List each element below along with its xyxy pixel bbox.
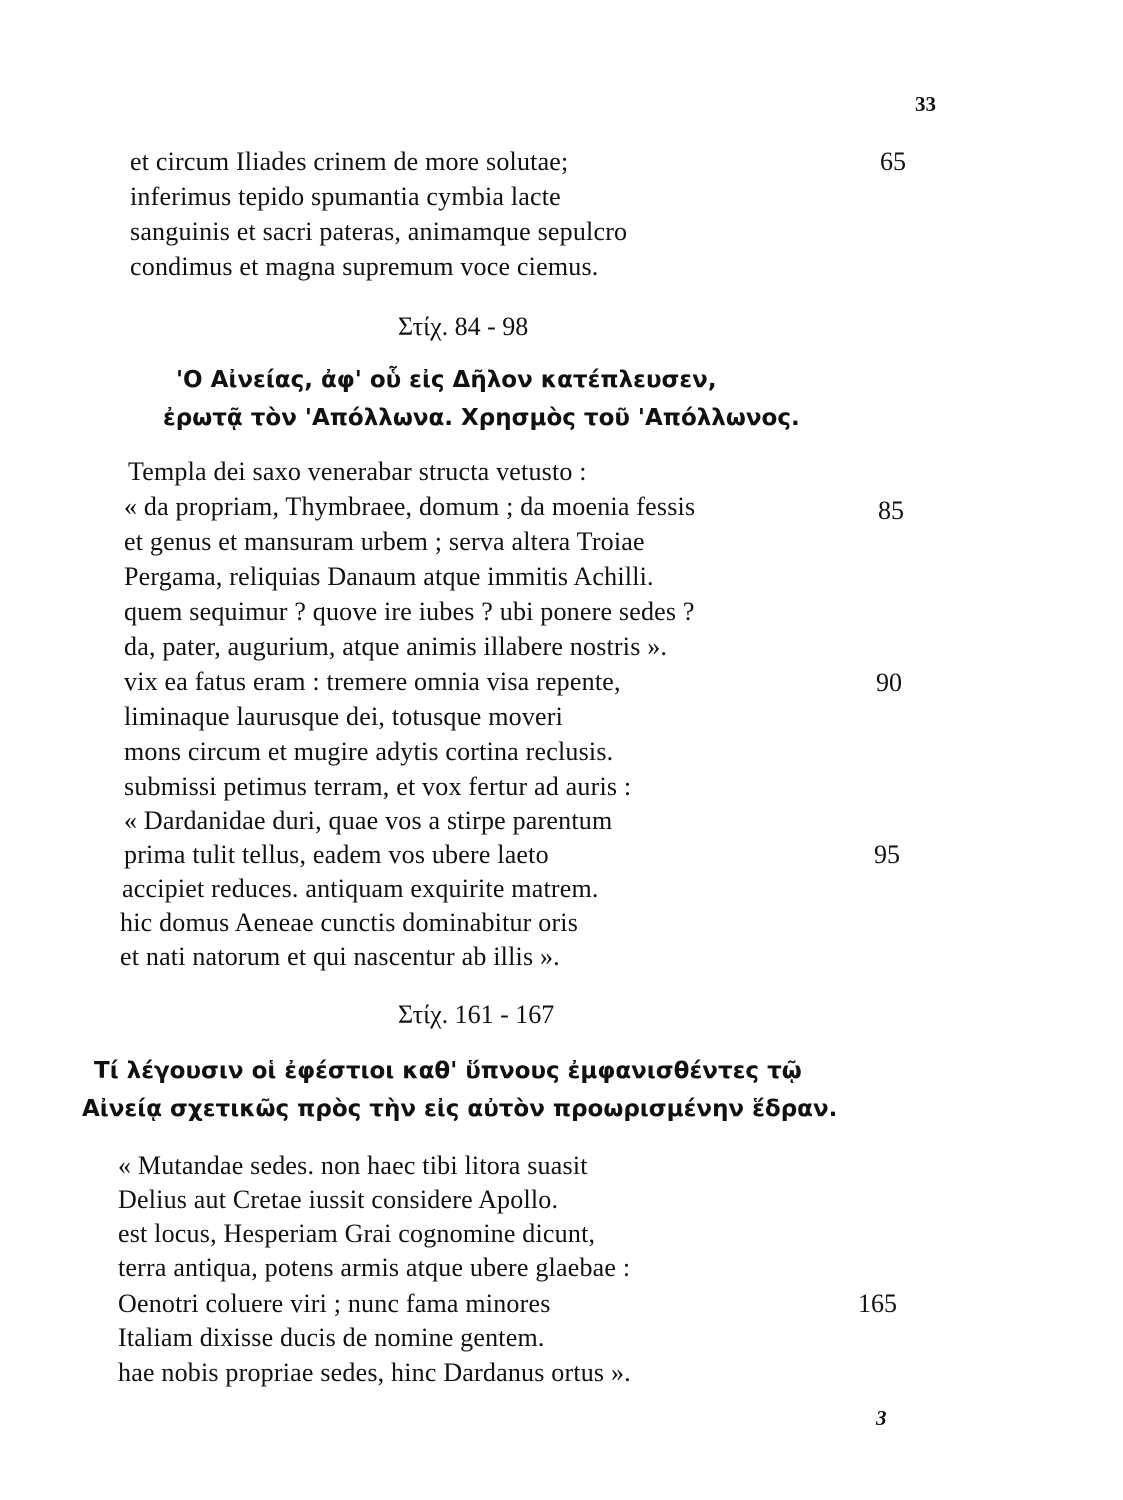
line-number: 90 — [876, 668, 902, 697]
verse-line: terra antiqua, potens armis atque ubere glaebae : — [118, 1253, 631, 1282]
line-number: 95 — [874, 840, 900, 869]
verse-line: da, pater, augurium, atque animis illabere nostris ». — [124, 632, 668, 661]
verse-line: condimus et magna supremum voce ciemus. — [130, 252, 599, 281]
line-number: 65 — [880, 147, 906, 176]
section-heading-line: Τί λέγουσιν οἱ ἐφέστιοι καθ' ὕπνους ἐμφανισθέντες τῷ — [94, 1058, 802, 1084]
verse-line: et nati natorum et qui nascentur ab illis ». — [120, 942, 560, 971]
verse-line: est locus, Hesperiam Grai cognomine dicunt, — [118, 1219, 596, 1248]
verse-line: hae nobis propriae sedes, hinc Dardanus ortus ». — [118, 1358, 631, 1387]
verse-line: « Mutandae sedes. non haec tibi litora suasit — [118, 1151, 588, 1180]
verse-line: Delius aut Cretae iussit considere Apollo. — [118, 1185, 559, 1214]
verse-line: accipiet reduces. antiquam exquirite matrem. — [122, 874, 599, 903]
verse-line: et genus et mansuram urbem ; serva altera Troiae — [124, 527, 645, 556]
verse-line: mons circum et mugire adytis cortina reclusis. — [124, 737, 614, 766]
page-number: 33 — [915, 92, 936, 116]
verse-line: quem sequimur ? quove ire iubes ? ubi ponere sedes ? — [124, 597, 695, 626]
verse-line: Pergama, reliquias Danaum atque immitis Achilli. — [124, 562, 654, 591]
verse-line: et circum Iliades crinem de more solutae; — [130, 147, 569, 176]
verse-line: submissi petimus terram, et vox fertur ad auris : — [124, 772, 632, 801]
verse-line: vix ea fatus eram : tremere omnia visa repente, — [124, 667, 621, 696]
line-number: 165 — [858, 1289, 897, 1318]
verse-line: sanguinis et sacri pateras, animamque sepulcro — [130, 217, 628, 246]
section-reference: Στίχ. 84 - 98 — [398, 312, 529, 341]
verse-line: hic domus Aeneae cunctis dominabitur oris — [120, 908, 579, 937]
section-heading-line: ἐρωτᾷ τὸν 'Απόλλωνα. Χρησμὸς τοῦ 'Απόλλωνος. — [163, 405, 800, 431]
section-heading-line: 'Ο Αἰνείας, ἀφ' οὗ εἰς Δῆλον κατέπλευσεν, — [176, 367, 717, 393]
verse-line: liminaque laurusque dei, totusque moveri — [124, 702, 564, 731]
verse-line: Templa dei saxo venerabar structa vetusto : — [128, 457, 587, 486]
line-number: 85 — [878, 496, 904, 525]
verse-line: Italiam dixisse ducis de nomine gentem. — [118, 1323, 545, 1352]
verse-line: inferimus tepido spumantia cymbia lacte — [130, 182, 561, 211]
section-heading-line: Αἰνείᾳ σχετικῶς πρὸς τὴν εἰς αὐτὸν προωρισμένην ἕδραν. — [82, 1096, 838, 1122]
verse-line: Oenotri coluere viri ; nunc fama minores — [118, 1289, 551, 1318]
verse-line: « da propriam, Thymbraee, domum ; da moenia fessis — [124, 492, 696, 521]
section-reference: Στίχ. 161 - 167 — [398, 1000, 555, 1029]
signature-mark: 3 — [876, 1406, 887, 1430]
verse-line: « Dardanidae duri, quae vos a stirpe parentum — [124, 806, 613, 835]
verse-line: prima tulit tellus, eadem vos ubere laeto — [124, 840, 549, 869]
